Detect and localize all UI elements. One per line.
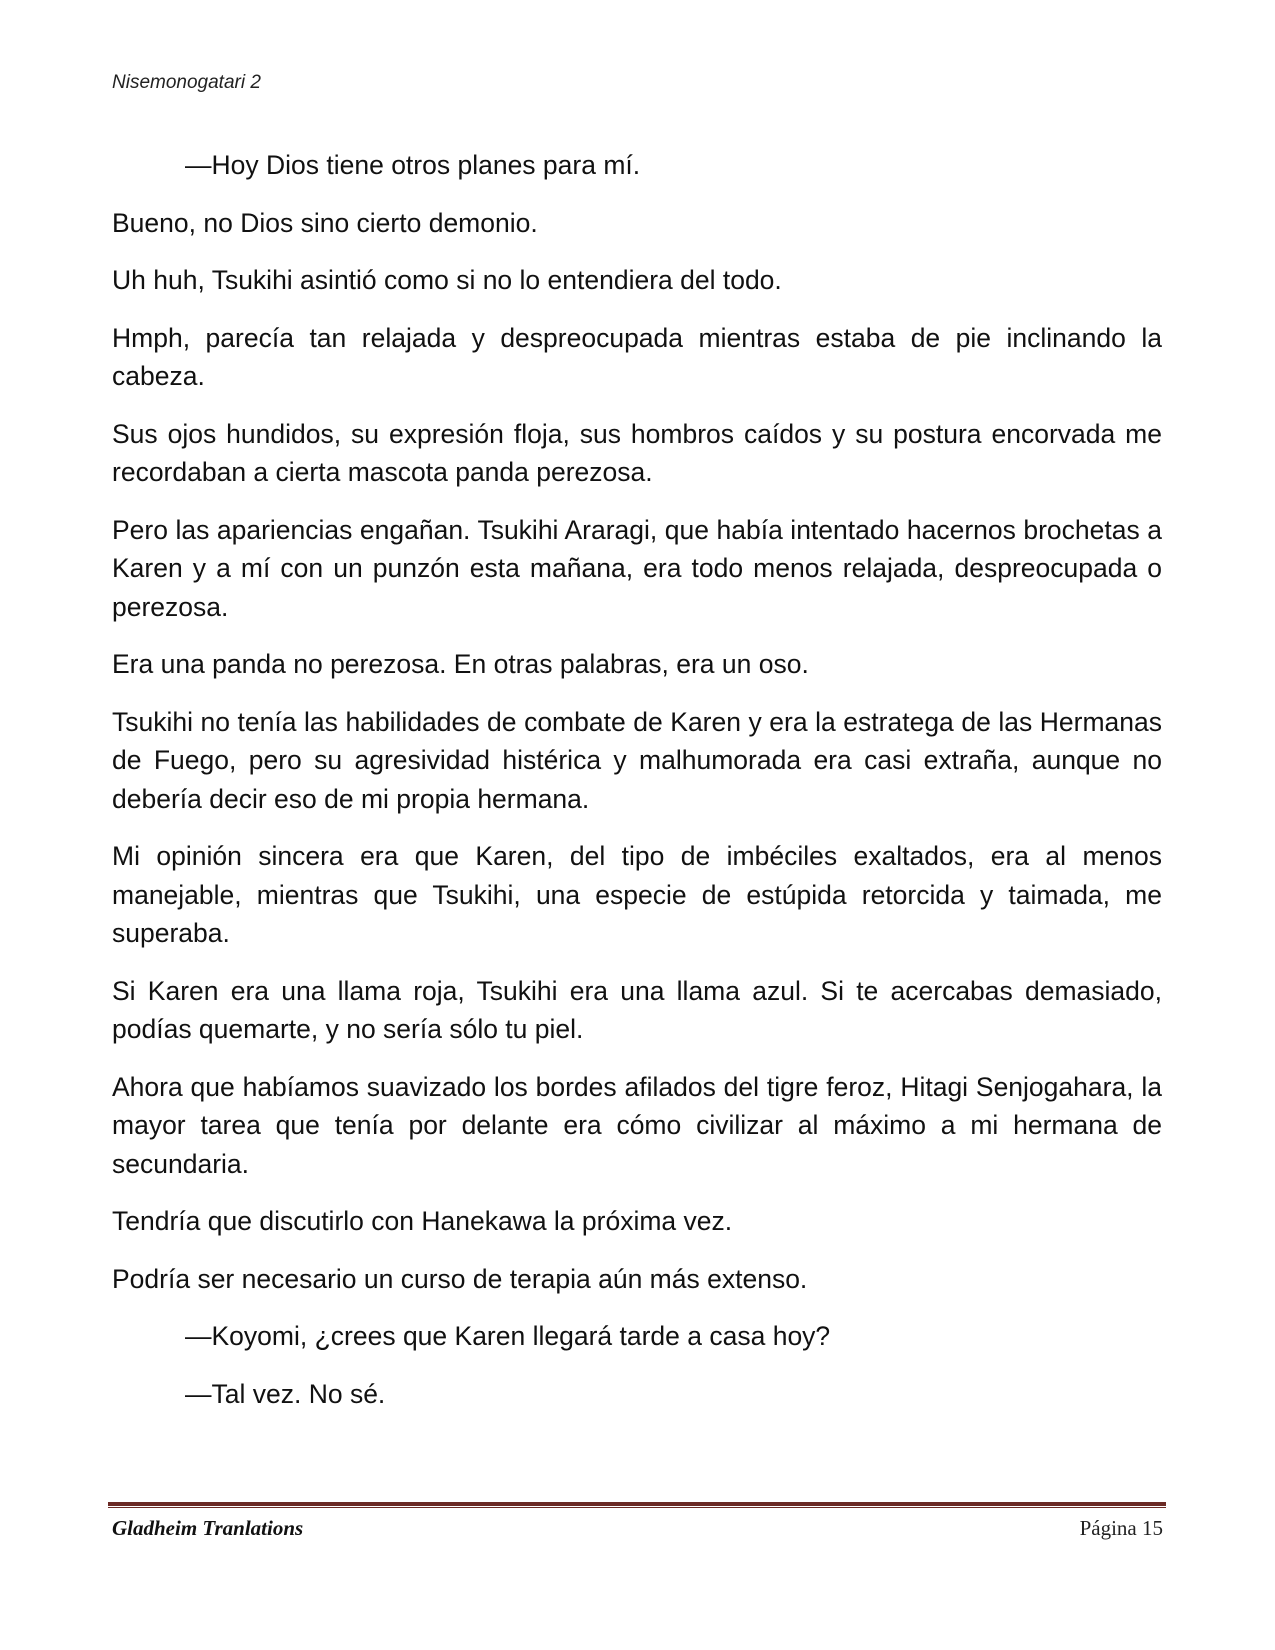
paragraph: Bueno, no Dios sino cierto demonio. xyxy=(112,207,538,238)
paragraph-dialogue: —Tal vez. No sé. xyxy=(185,1378,386,1409)
paragraph: Pero las apariencias engañan. Tsukihi Araragi, que había intentado hacernos brochetas a Karen y a mí con un punzón esta mañana, era todo menos relajada, despreocupada o perezosa. xyxy=(112,514,1162,622)
paragraph: Sus ojos hundidos, su expresión floja, sus hombros caídos y su postura encorvada me recordaban a cierta mascota panda perezosa. xyxy=(112,418,1162,487)
footer-divider xyxy=(108,1502,1166,1508)
paragraph: Ahora que habíamos suavizado los bordes afilados del tigre feroz, Hitagi Senjogahara, la mayor tarea que tenía por delante era cómo civilizar al máximo a mi hermana de secundaria. xyxy=(112,1071,1162,1179)
paragraph: Tsukihi no tenía las habilidades de combate de Karen y era la estratega de las Hermanas de Fuego, pero su agresividad histérica y malhumorada era casi extraña, aunque no debería decir eso de mi propia hermana. xyxy=(112,706,1162,814)
paragraph: Podría ser necesario un curso de terapia aún más extenso. xyxy=(112,1263,808,1294)
page-number: Página 15 xyxy=(1079,1516,1163,1540)
running-header-title: Nisemonogatari 2 xyxy=(112,72,261,93)
paragraph-dialogue: —Hoy Dios tiene otros planes para mí. xyxy=(185,150,641,180)
page-body xyxy=(112,146,1162,1432)
paragraph: Era una panda no perezosa. En otras palabras, era un oso. xyxy=(112,649,809,679)
paragraph: Mi opinión sincera era que Karen, del tipo de imbéciles exaltados, era al menos manejable, mientras que Tsukihi, una especie de estúpida retorcida y taimada, me superaba. xyxy=(112,841,1162,948)
paragraph: Uh huh, Tsukihi asintió como si no lo entendiera del todo. xyxy=(112,265,782,295)
paragraph: Hmph, parecía tan relajada y despreocupada mientras estaba de pie inclinando la cabeza. xyxy=(112,322,1162,391)
paragraph: Tendría que discutirlo con Hanekawa la próxima vez. xyxy=(112,1206,733,1236)
paragraph: Si Karen era una llama roja, Tsukihi era una llama azul. Si te acercabas demasiado, podías quemarte, y no sería sólo tu piel. xyxy=(112,975,1162,1044)
paragraph-dialogue: —Koyomi, ¿crees que Karen llegará tarde a casa hoy? xyxy=(185,1321,831,1351)
footer-publisher: Gladheim Tranlations xyxy=(112,1516,304,1540)
